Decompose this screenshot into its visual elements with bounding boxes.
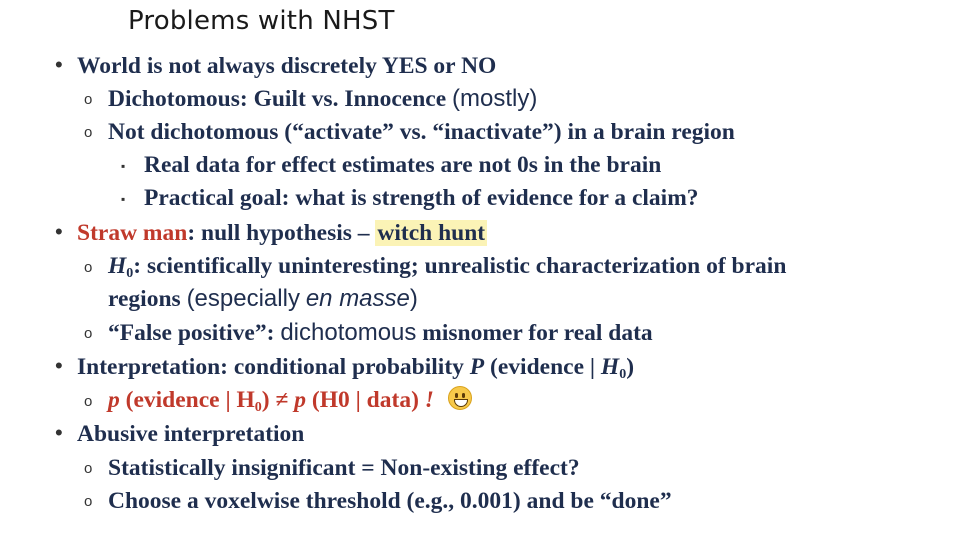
bullet-interpretation [77,352,634,382]
bullet-regions-continuation [108,284,418,314]
straw-man-text: Straw man [77,220,188,246]
bullet-level3: ▪ [121,159,126,173]
bullet-straw-man [77,218,487,248]
h0-data-text: (H0 | data) [311,387,419,413]
not-equal-text: ) ≠ [261,387,289,413]
bullet-level1: • [55,420,63,445]
close-paren-text: ) [409,285,418,312]
bullet-level2: o [84,91,93,108]
bullet-world-not-discrete: World is not always discretely YES or NO [77,53,497,79]
bullet-level2: o [84,259,93,276]
bullet-level1: • [55,353,63,378]
bullet-real-data: Real data for effect estimates are not 0s in the brain [144,152,662,178]
bullet-false-positive [108,318,653,348]
null-hypothesis-text: : null hypothesis – [187,220,370,246]
witch-hunt-highlight: witch hunt [377,220,486,246]
bullet-level2: o [84,460,93,477]
exclamation-text: ! [424,387,434,413]
p-evidence-text: (evidence | H [125,387,255,413]
grinning-face-icon [448,386,472,410]
h0-subscript: 0 [126,266,134,281]
close-paren-text: ) [626,354,635,380]
page-title: Problems with NHST [128,6,395,36]
bullet-not-dichotomous: Not dichotomous (“activate” vs. “inactivate”) in a brain region [108,119,735,145]
h0-symbol: H [600,354,620,380]
regions-text: regions [108,286,181,312]
dichotomous-sans-text: dichotomous [280,319,417,346]
bullet-practical-goal: Practical goal: what is strength of evidence for a claim? [144,185,699,211]
bullet-level2: o [84,393,93,410]
bullet-level2: o [84,493,93,510]
misnomer-text: misnomer for real data [422,320,653,346]
interpretation-text: Interpretation: conditional probability [77,354,464,380]
bullet-insignificant: Statistically insignificant = Non-existing effect? [108,455,580,481]
p-symbol: P [469,354,485,380]
bullet-level3: ▪ [121,192,126,206]
h0-text: : scientifically uninteresting; unrealistic characterization of brain [133,253,787,279]
h0-subscript: 0 [619,367,627,382]
p-symbol: p [294,387,307,413]
h0-subscript: 0 [254,400,262,415]
bullet-level2: o [84,124,93,141]
bullet-p-inequality [108,385,472,415]
p-symbol: p [108,387,120,413]
bullet-abusive-interpretation: Abusive interpretation [77,421,305,447]
bullet-level2: o [84,325,93,342]
bullet-h0-uninteresting [108,251,786,281]
en-masse-text: en masse [305,285,410,312]
bullet-level1: • [55,52,63,77]
h0-symbol: H [108,253,127,279]
especially-text: (especially [186,285,300,312]
bullet-voxelwise-threshold: Choose a voxelwise threshold (e.g., 0.001) and be “done” [108,488,672,514]
mostly-text: (mostly) [452,85,538,112]
bullet-level1: • [55,219,63,244]
dichotomous-text: Dichotomous: Guilt vs. Innocence [108,86,447,112]
evidence-text: (evidence | [490,354,596,380]
false-positive-text: “False positive”: [108,320,275,346]
bullet-dichotomous-guilt [108,84,537,114]
